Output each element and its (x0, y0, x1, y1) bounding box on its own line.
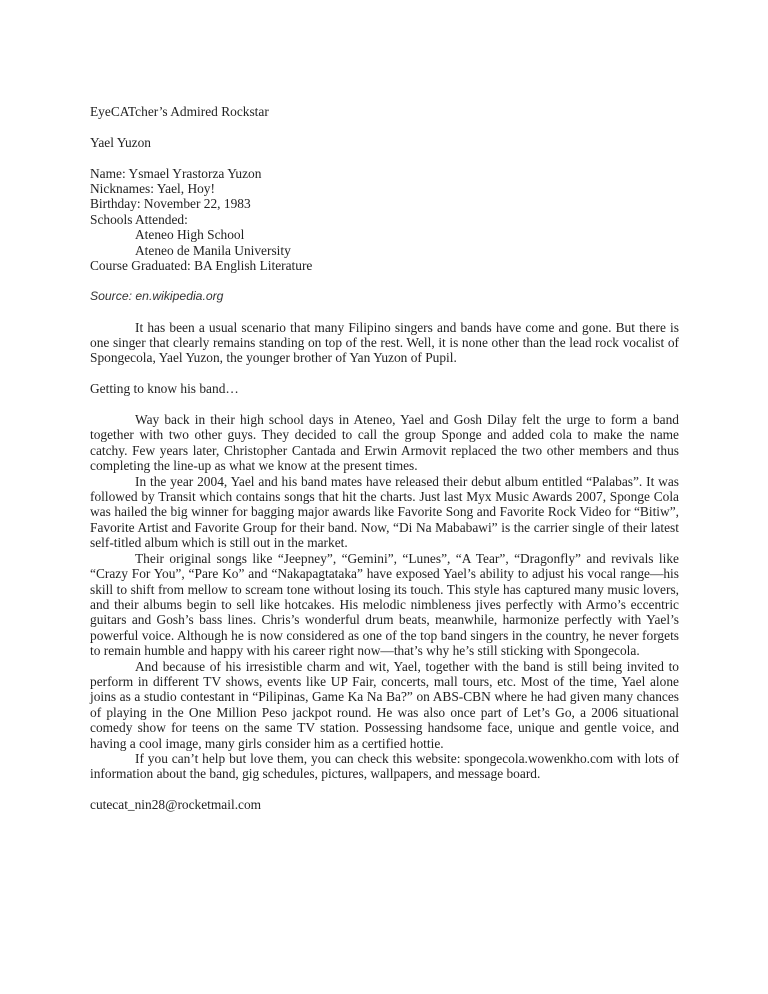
contact-email: cutecat_nin28@rocketmail.com (90, 797, 262, 813)
body-paragraph-1: Way back in their high school days in Ateneo, Yael and Gosh Dilay felt the urge to form a band together with two other guys. They decided to call the group Sponge and added cola to make the name catchy. Few years later, Christopher Cantada and Erwin Armovit replaced the two other members and thus completing the line-up as what we know at the present times. (90, 412, 679, 474)
section-heading: Getting to know his band… (90, 381, 239, 397)
document-page (90, 104, 679, 813)
profile-nicknames: Nicknames: Yael, Hoy! (90, 181, 215, 196)
article-title: EyeCATcher’s Admired Rockstar (90, 104, 269, 119)
profile-name: Name: Ysmael Yrastorza Yuzon (90, 165, 262, 181)
body-paragraph-2: In the year 2004, Yael and his band mates have released their debut album entitled “Palabas”. It was followed by Transit which contains songs that hit the charts. Just last Myx Music Awards 2007, Sponge Cola was hailed the big winner for bagging major awards like Favorite Song and Favorite Rock Video for “Bitiw”, Favorite Artist and Favorite Group for their band. Now, “Di Na Mababawi” is the carrier single of their latest self-titled album which is still out in the market. (90, 473, 679, 551)
source-citation: Source: en.wikipedia.org (90, 288, 224, 303)
profile-schools-label: Schools Attended: (90, 211, 188, 227)
profile-school-2: Ateneo de Manila University (135, 242, 291, 258)
body-paragraph-5: If you can’t help but love them, you can check this website: spongecola.wowenkho.com with lots of information about the band, gig schedules, pictures, wallpapers, and message board. (90, 750, 679, 782)
body-paragraph-3: Their original songs like “Jeepney”, “Gemini”, “Lunes”, “A Tear”, “Dragonfly” and revivals like “Crazy For You”, “Pare Ko” and “Nakapagtataka” have exposed Yael’s ability to adjust his vocal range—his skill to shift from mellow to scream tone without losing its touch. This style has captured many music lovers, and their albums begin to sell like hotcakes. His melodic nimbleness jives perfectly with Armo’s eccentric guitars and Gosh’s bass lines. Chris’s wonderful drum beats, meanwhile, harmonize perfectly with Yael’s powerful voice. Although he is now considered as one of the top band singers in the country, he never forgets to remain humble and happy with his career right now—that’s why he’s still sticking with Spongecola. (90, 550, 679, 659)
profile-birthday: Birthday: November 22, 1983 (90, 196, 251, 212)
profile-school-1: Ateneo High School (135, 227, 245, 243)
intro-paragraph: It has been a usual scenario that many Filipino singers and bands have come and gone. But there is one singer that clearly remains standing on top of the rest. Well, it is none other than the lead rock vocalist of Spongecola, Yael Yuzon, the younger brother of Yan Yuzon of Pupil. (90, 319, 679, 366)
profile-course: Course Graduated: BA English Literature (90, 258, 313, 274)
subject-name: Yael Yuzon (90, 134, 152, 150)
body-paragraph-4: And because of his irresistible charm and wit, Yael, together with the band is still being invited to perform in different TV shows, events like UP Fair, concerts, mall tours, etc. Most of the time, Yael alone joins as a studio contestant in “Pilipinas, Game Ka Na Ba?” on ABS-CBN where he had given many chances of playing in the One Million Peso jackpot round. He was also once part of Let’s Go, a 2006 situational comedy show for teens on the same TV station. Possessing handsome face, unique and gentle voice, and having a cool image, many girls consider him as a certified hottie. (90, 658, 679, 751)
